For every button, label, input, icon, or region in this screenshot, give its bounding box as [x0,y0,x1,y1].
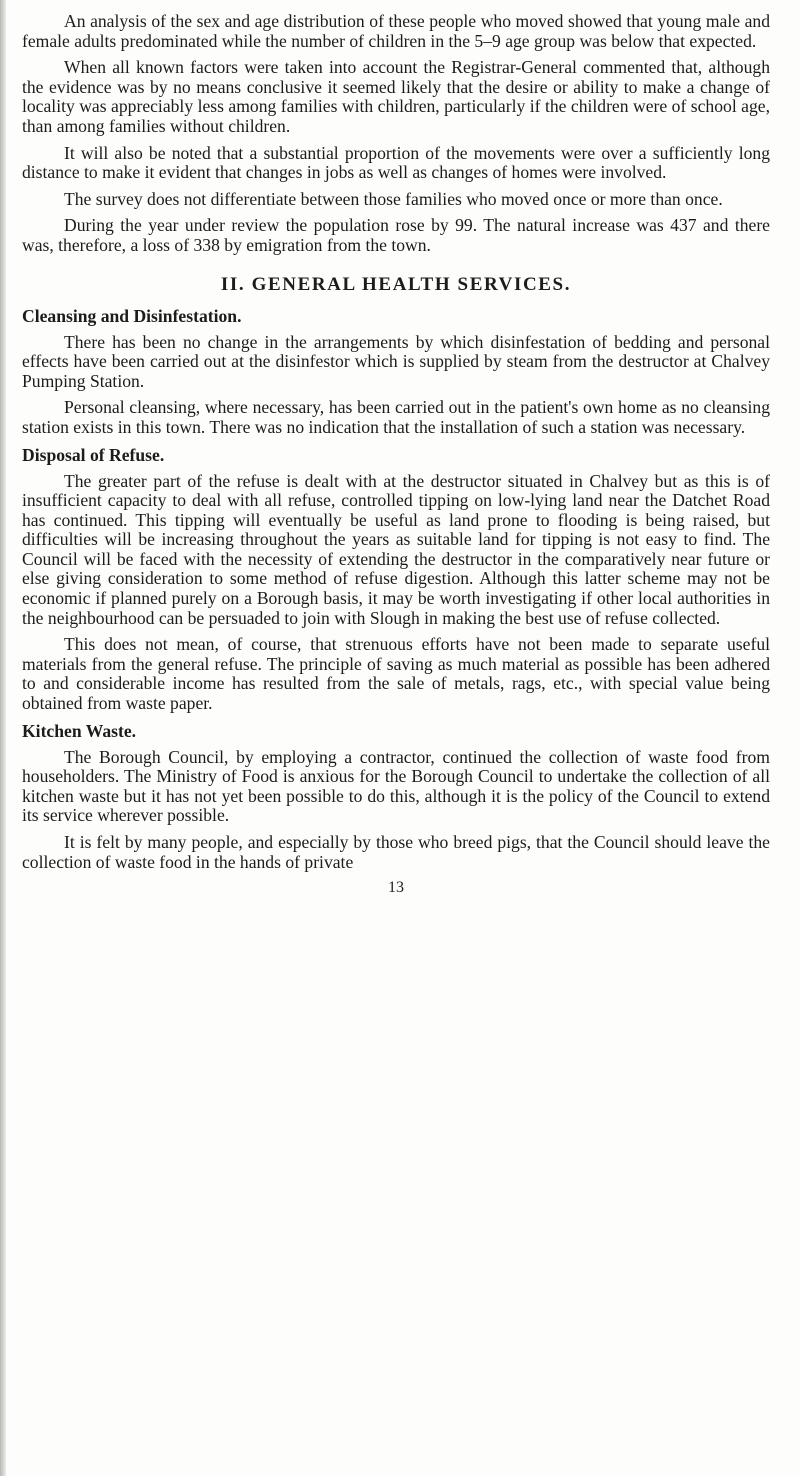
paragraph-waste-food: The Borough Council, by employing a contractor, continued the collection of waste food from householders. The Ministry of Food is anxious for the Borough Council to undertake the collection of all kitchen waste but it has not yet been possible to do this, although it is the policy of the Council to extend its service wherever possible. [22,746,770,826]
paragraph-refuse-destructor: The greater part of the refuse is dealt with at the destructor situated in Chalvey but as this is of insufficient capacity to deal with all refuse, controlled tipping on low-lying land near the Datchet Road has continued. This tipping will eventually be useful as land prone to flooding is being raised, but difficulties will be increasing throughout the years as suitable land for tipping is not easy to find. The Council will be faced with the necessity of extending the destructor in the comparatively near future or else giving consideration to some method of refuse digestion. Although this latter scheme may not be economic if planned purely on a Borough basis, it may be worth investigating if other local authorities in the neighbourhood can be persuaded to join with Slough in making the best use of refuse collected. [22,470,770,628]
paragraph-population: During the year under review the population rose by 99. The natural increase was 437 and there was, therefore, a loss of 338 by emigration from the town. [22,215,770,255]
page-number: 13 [388,879,404,897]
paragraph-survey-note: The survey does not differentiate between those families who moved once or more than once. [64,188,723,209]
paragraph-salvage: This does not mean, of course, that strenuous efforts have not been made to separate useful materials from the general refuse. The principle of saving as much material as possible has been adhered to and considerable income has resulted from the sale of metals, rags, etc., with special value being obtained from waste paper. [22,634,770,714]
paragraph-pig-breeders: It is felt by many people, and especially by those who breed pigs, that the Council should leave the collection of waste food in the hands of private [22,832,770,872]
heading-kitchen-waste: Kitchen Waste. [22,720,137,741]
paragraph-disinfestation: There has been no change in the arrangements by which disinfestation of bedding and personal effects have been carried out at the disinfestor which is supplied by steam from the destructor at Chalvey Pumping Station. [22,331,770,391]
page-binding-edge [0,0,6,1476]
heading-refuse: Disposal of Refuse. [22,444,165,465]
paragraph-movement-distance: It will also be noted that a substantial proportion of the movements were over a sufficiently long distance to make it evident that changes in jobs as well as changes of homes were involved. [22,142,770,183]
heading-cleansing: Cleansing and Disinfestation. [22,305,242,326]
section-title: II. GENERAL HEALTH SERVICES. [220,273,572,295]
paragraph-registrar-general: When all known factors were taken into account the Registrar-General commented that, although the evidence was by no means conclusive it seemed likely that the desire or ability to make a change of locality was appreciably less among families with children, particularly if the children were of school age, than among families without children. [22,57,770,136]
paragraph-personal-cleansing: Personal cleansing, where necessary, has been carried out in the patient's own home as no cleansing station exists in this town. There was no indication that the installation of such a station was necessary. [22,397,770,437]
paragraph-age-distribution: An analysis of the sex and age distribution of these people who moved showed that young male and female adults predominated while the number of children in the 5–9 age group was below that expected. [22,11,770,51]
